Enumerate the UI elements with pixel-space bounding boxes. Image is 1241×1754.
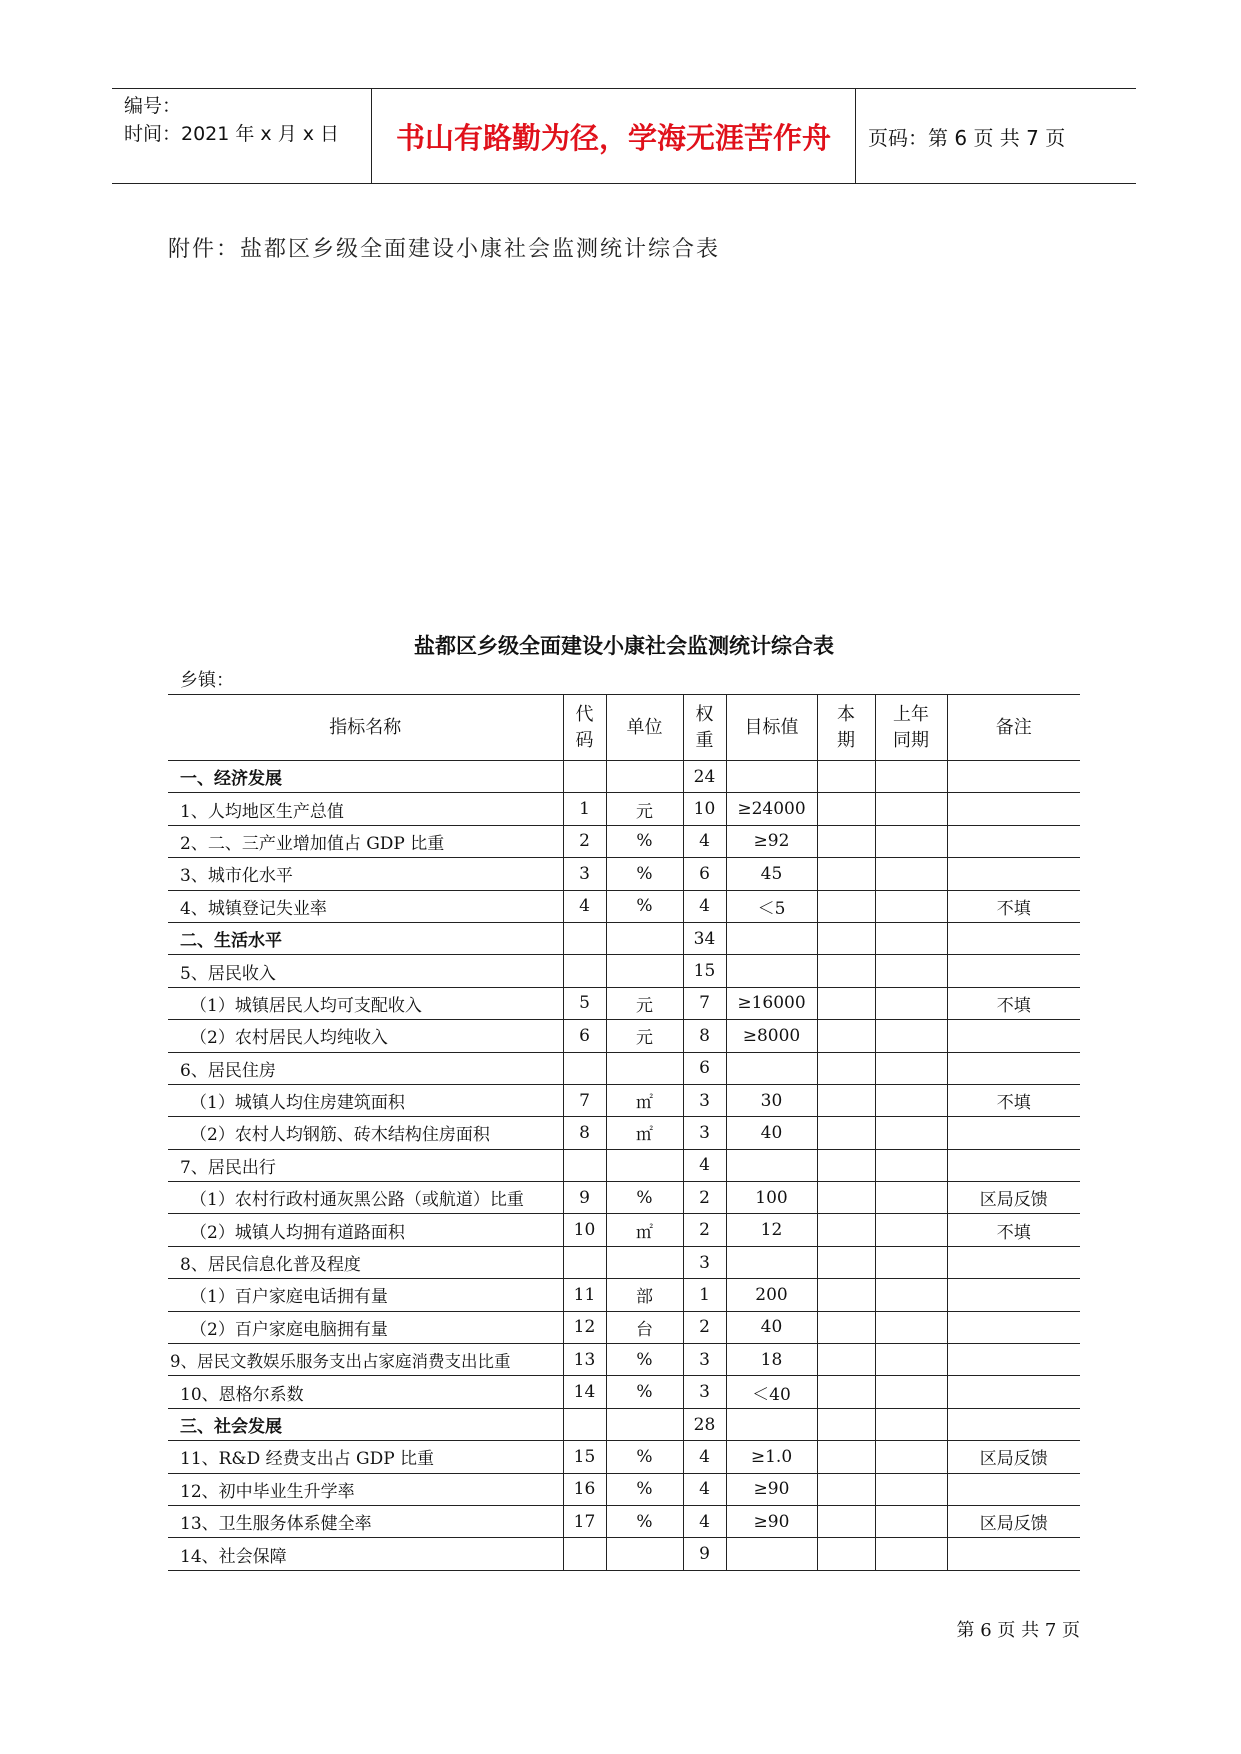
header-meta [112,89,372,183]
cell-code: 15 [563,1441,606,1473]
cell-code: 14 [563,1376,606,1408]
cell-name: 6、居民住房 [168,1052,563,1084]
cell-last-year [875,1441,947,1473]
table-row [168,1020,1080,1052]
cell-weight: 8 [683,1020,726,1052]
cell-unit [606,761,683,793]
table-row [168,1279,1080,1311]
table-row [168,1408,1080,1440]
table-row [168,1311,1080,1343]
cell-current [817,793,875,825]
cell-name: 三、社会发展 [168,1408,563,1440]
cell-name: 12、初中毕业生升学率 [168,1473,563,1505]
cell-code: 4 [563,890,606,922]
cell-current [817,1473,875,1505]
cell-name: （2）农村人均钢筋、砖木结构住房面积 [168,1117,563,1149]
cell-current [817,1084,875,1116]
table-body [168,761,1080,1571]
cell-current [817,1214,875,1246]
table-row [168,922,1080,954]
cell-name: 2、二、三产业增加值占 GDP 比重 [168,825,563,857]
cell-last-year [875,1279,947,1311]
cell-weight: 9 [683,1538,726,1570]
table-row [168,1214,1080,1246]
cell-target: ＜40 [726,1376,817,1408]
cell-remark: 不填 [947,1084,1080,1116]
cell-target: ＜5 [726,890,817,922]
cell-current [817,1246,875,1278]
cell-remark [947,1376,1080,1408]
cell-target: ≥24000 [726,793,817,825]
table-row [168,825,1080,857]
cell-last-year [875,1538,947,1570]
cell-last-year [875,1052,947,1084]
cell-last-year [875,1505,947,1537]
cell-weight: 4 [683,1505,726,1537]
cell-last-year [875,955,947,987]
cell-weight: 4 [683,890,726,922]
cell-code: 13 [563,1344,606,1376]
cell-code [563,1408,606,1440]
cell-unit [606,1538,683,1570]
cell-code: 10 [563,1214,606,1246]
cell-remark [947,1344,1080,1376]
cell-current [817,1149,875,1181]
cell-name: 5、居民收入 [168,955,563,987]
cell-code: 11 [563,1279,606,1311]
table-header-row [168,695,1080,761]
cell-weight: 4 [683,1149,726,1181]
cell-name: 10、恩格尔系数 [168,1376,563,1408]
cell-last-year [875,825,947,857]
cell-weight: 6 [683,858,726,890]
cell-code [563,1149,606,1181]
cell-code: 8 [563,1117,606,1149]
cell-target: 40 [726,1311,817,1343]
cell-current [817,825,875,857]
cell-name: 13、卫生服务体系健全率 [168,1505,563,1537]
cell-name: 1、人均地区生产总值 [168,793,563,825]
number-label: 编号： [124,95,182,117]
header-remark: 备注 [947,695,1080,761]
cell-target [726,1052,817,1084]
table-row [168,1344,1080,1376]
cell-unit [606,1149,683,1181]
cell-remark: 不填 [947,890,1080,922]
cell-last-year [875,1376,947,1408]
cell-remark [947,1473,1080,1505]
table-row [168,1052,1080,1084]
cell-last-year [875,1311,947,1343]
cell-unit: % [606,1344,683,1376]
cell-remark [947,1279,1080,1311]
cell-weight: 10 [683,793,726,825]
table-row [168,1376,1080,1408]
table-row [168,1182,1080,1214]
cell-remark: 区局反馈 [947,1505,1080,1537]
cell-remark: 区局反馈 [947,1441,1080,1473]
cell-unit: ㎡ [606,1117,683,1149]
cell-current [817,890,875,922]
header-page-label: 页码：第 6 页 共 7 页 [868,125,1066,150]
cell-current [817,1505,875,1537]
cell-code [563,955,606,987]
cell-name: （1）城镇居民人均可支配收入 [168,987,563,1019]
cell-current [817,1538,875,1570]
cell-remark [947,1246,1080,1278]
cell-unit: % [606,858,683,890]
table-row [168,1538,1080,1570]
cell-weight: 3 [683,1246,726,1278]
cell-last-year [875,1117,947,1149]
cell-current [817,1441,875,1473]
table-row [168,1473,1080,1505]
header-current: 本 期 [817,695,875,761]
cell-code [563,922,606,954]
cell-unit [606,922,683,954]
header-motto: 书山有路勤为径，学海无涯苦作舟 [372,89,856,183]
cell-remark [947,1538,1080,1570]
cell-remark: 不填 [947,987,1080,1019]
cell-current [817,1376,875,1408]
cell-name: 9、居民文教娱乐服务支出占家庭消费支出比重 [168,1344,563,1376]
cell-remark [947,1117,1080,1149]
cell-target [726,955,817,987]
cell-code: 16 [563,1473,606,1505]
cell-last-year [875,761,947,793]
cell-last-year [875,1214,947,1246]
table-row [168,1246,1080,1278]
cell-target [726,922,817,954]
cell-current [817,1052,875,1084]
header-unit: 单位 [606,695,683,761]
cell-target: ≥16000 [726,987,817,1019]
cell-remark [947,1149,1080,1181]
cell-name: （1）农村行政村通灰黑公路（或航道）比重 [168,1182,563,1214]
cell-current [817,858,875,890]
cell-weight: 2 [683,1311,726,1343]
cell-last-year [875,987,947,1019]
cell-current [817,955,875,987]
cell-target [726,1408,817,1440]
cell-target [726,761,817,793]
cell-weight: 34 [683,922,726,954]
cell-name: （2）百户家庭电脑拥有量 [168,1311,563,1343]
cell-current [817,1182,875,1214]
cell-target: 12 [726,1214,817,1246]
cell-unit: % [606,825,683,857]
cell-target: ≥1.0 [726,1441,817,1473]
cell-last-year [875,1246,947,1278]
header-code: 代 码 [563,695,606,761]
cell-remark [947,793,1080,825]
table-title: 盐都区乡级全面建设小康社会监测统计综合表 [414,634,834,658]
cell-remark: 不填 [947,1214,1080,1246]
header-name: 指标名称 [168,695,563,761]
cell-target: 18 [726,1344,817,1376]
cell-target: ≥92 [726,825,817,857]
cell-unit: % [606,1441,683,1473]
cell-unit [606,1408,683,1440]
cell-target [726,1246,817,1278]
cell-code: 9 [563,1182,606,1214]
cell-unit: ㎡ [606,1214,683,1246]
cell-last-year [875,1084,947,1116]
cell-target: 100 [726,1182,817,1214]
cell-unit: ㎡ [606,1084,683,1116]
table-row [168,1117,1080,1149]
cell-remark [947,858,1080,890]
cell-target: ≥90 [726,1473,817,1505]
cell-code: 1 [563,793,606,825]
cell-target: ≥8000 [726,1020,817,1052]
cell-last-year [875,793,947,825]
cell-current [817,1344,875,1376]
cell-code: 12 [563,1311,606,1343]
table-row [168,761,1080,793]
cell-remark [947,922,1080,954]
cell-target [726,1149,817,1181]
cell-name: 二、生活水平 [168,922,563,954]
cell-current [817,761,875,793]
cell-current [817,1408,875,1440]
cell-name: （2）城镇人均拥有道路面积 [168,1214,563,1246]
page-header [112,88,1136,184]
cell-name: 4、城镇登记失业率 [168,890,563,922]
table-row [168,1505,1080,1537]
cell-name: 8、居民信息化普及程度 [168,1246,563,1278]
cell-weight: 6 [683,1052,726,1084]
cell-code: 3 [563,858,606,890]
cell-current [817,1020,875,1052]
cell-remark [947,825,1080,857]
cell-unit: 部 [606,1279,683,1311]
cell-last-year [875,1344,947,1376]
cell-target: 30 [726,1084,817,1116]
cell-code: 7 [563,1084,606,1116]
cell-name: 3、城市化水平 [168,858,563,890]
cell-weight: 1 [683,1279,726,1311]
cell-weight: 3 [683,1084,726,1116]
cell-last-year [875,1020,947,1052]
township-label: 乡镇： [180,670,234,691]
table-row [168,1441,1080,1473]
cell-code [563,1246,606,1278]
cell-last-year [875,890,947,922]
cell-name: （1）百户家庭电话拥有量 [168,1279,563,1311]
cell-weight: 4 [683,1473,726,1505]
cell-last-year [875,1408,947,1440]
cell-unit: % [606,1505,683,1537]
cell-unit: % [606,1376,683,1408]
cell-weight: 2 [683,1214,726,1246]
table-row [168,955,1080,987]
time-label: 时间：2021 年 x 月 x 日 [124,123,340,145]
cell-weight: 3 [683,1344,726,1376]
cell-name: 11、R&D 经费支出占 GDP 比重 [168,1441,563,1473]
table-row [168,793,1080,825]
cell-code: 2 [563,825,606,857]
cell-unit: % [606,1182,683,1214]
cell-unit: 元 [606,793,683,825]
cell-weight: 4 [683,1441,726,1473]
table-row [168,1149,1080,1181]
cell-last-year [875,1182,947,1214]
cell-name: 一、经济发展 [168,761,563,793]
cell-name: 14、社会保障 [168,1538,563,1570]
cell-unit: % [606,1473,683,1505]
cell-target: 200 [726,1279,817,1311]
cell-weight: 3 [683,1376,726,1408]
cell-unit [606,1052,683,1084]
cell-remark [947,1020,1080,1052]
cell-last-year [875,1473,947,1505]
cell-weight: 7 [683,987,726,1019]
cell-code: 5 [563,987,606,1019]
attachment-title: 附件：盐都区乡级全面建设小康社会监测统计综合表 [168,237,721,262]
cell-code [563,761,606,793]
cell-weight: 2 [683,1182,726,1214]
cell-unit: 元 [606,1020,683,1052]
cell-code: 17 [563,1505,606,1537]
cell-remark: 区局反馈 [947,1182,1080,1214]
table-row [168,987,1080,1019]
table-row [168,1084,1080,1116]
cell-remark [947,1311,1080,1343]
cell-current [817,1117,875,1149]
cell-unit: 台 [606,1311,683,1343]
cell-code [563,1538,606,1570]
cell-target: 45 [726,858,817,890]
cell-weight: 24 [683,761,726,793]
cell-current [817,987,875,1019]
cell-remark [947,1052,1080,1084]
header-target: 目标值 [726,695,817,761]
cell-current [817,1311,875,1343]
cell-last-year [875,922,947,954]
page-footer: 第 6 页 共 7 页 [956,1620,1080,1641]
cell-target: 40 [726,1117,817,1149]
cell-current [817,922,875,954]
cell-current [817,1279,875,1311]
cell-remark [947,955,1080,987]
cell-remark [947,761,1080,793]
cell-name: （1）城镇人均住房建筑面积 [168,1084,563,1116]
cell-weight: 4 [683,825,726,857]
cell-unit [606,955,683,987]
cell-weight: 15 [683,955,726,987]
cell-weight: 3 [683,1117,726,1149]
table-row [168,858,1080,890]
cell-last-year [875,1149,947,1181]
cell-weight: 28 [683,1408,726,1440]
cell-unit: % [606,890,683,922]
cell-unit [606,1246,683,1278]
cell-code [563,1052,606,1084]
cell-target [726,1538,817,1570]
cell-unit: 元 [606,987,683,1019]
header-last-year: 上年 同期 [875,695,947,761]
cell-target: ≥90 [726,1505,817,1537]
header-weight: 权 重 [683,695,726,761]
statistics-table [168,694,1080,1571]
table-row [168,890,1080,922]
cell-last-year [875,858,947,890]
cell-remark [947,1408,1080,1440]
cell-name: 7、居民出行 [168,1149,563,1181]
cell-code: 6 [563,1020,606,1052]
cell-name: （2）农村居民人均纯收入 [168,1020,563,1052]
